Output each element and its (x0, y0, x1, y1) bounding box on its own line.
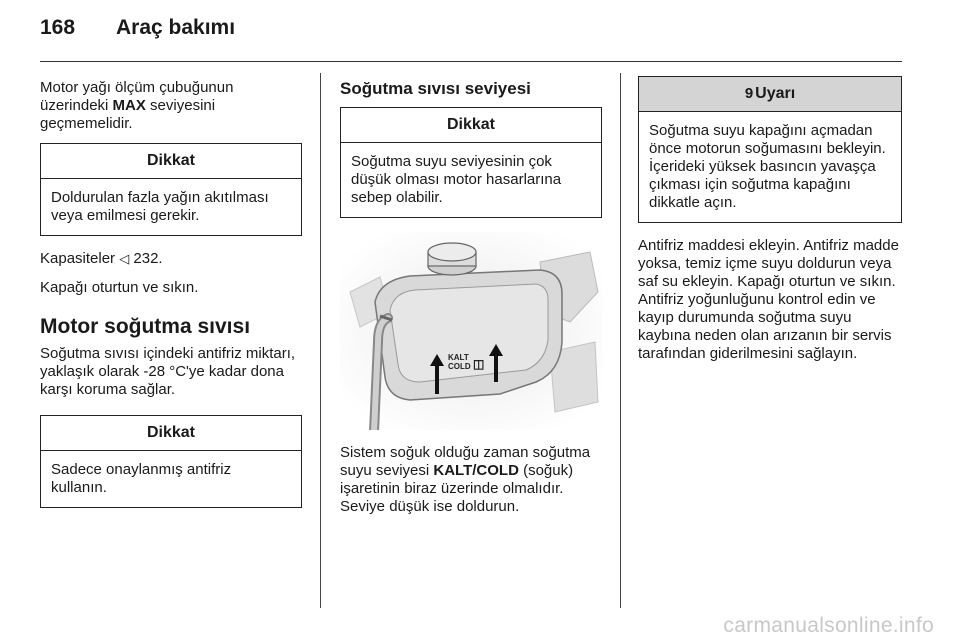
column-1 (40, 79, 302, 522)
notice-title: Dikkat (41, 416, 301, 451)
warning-box (638, 76, 902, 223)
oil-dipstick-text: Motor yağı ölçüm çubuğunun üzerindeki MAX seviyesini geçmemelidir. (40, 79, 234, 132)
column-divider-2 (620, 73, 621, 608)
column-3 (638, 76, 902, 373)
close-cap-text: Kapağı oturtun ve sıkın. (40, 279, 199, 296)
capacities-reference: Kapasiteler ◁ 232. (40, 250, 163, 267)
header-divider (40, 61, 902, 62)
section-text: Soğutma sıvısı içindeki antifriz miktarı, yaklaşık olarak -28 °C'ye kadar dona karşı koruma sağlar. (40, 345, 296, 398)
notice-box-coolant (340, 107, 602, 218)
figure-caption: Sistem soğuk olduğu zaman soğutma suyu seviyesi KALT/COLD (soğuk) işaretinin biraz üzerinde olmalıdır. Seviye düşük ise doldurun. (340, 444, 591, 515)
coolant-reservoir-illustration (340, 232, 602, 430)
column-divider-1 (320, 73, 321, 608)
cold-label: COLD (448, 362, 471, 371)
warning-text: Soğutma suyu kapağını açmadan önce motorun soğumasını bekleyin. İçerideki yüksek basıncın yavaşça çıkması için soğutma kapağını dikkatle açın. (649, 122, 886, 211)
warning-triangle-icon: 9 (744, 85, 754, 102)
notice-text: Sadece onaylanmış antifriz kullanın. (51, 461, 232, 496)
chapter-title: Araç bakımı (116, 16, 236, 39)
column-2 (340, 79, 602, 526)
notice-text: Soğutma suyu seviyesinin çok düşük olması motor hasarlarına sebep olabilir. (351, 153, 562, 206)
notice-text: Doldurulan fazla yağın akıtılması veya emilmesi gerekir. (51, 189, 269, 224)
max-label: MAX (112, 97, 146, 114)
reservoir-symbol: ◫ (473, 357, 485, 371)
page-number: 168 (40, 16, 76, 39)
notice-box-antifreeze (40, 415, 302, 508)
antifreeze-instructions: Antifriz maddesi ekleyin. Antifriz madde yoksa, temiz içme suyu doldurun veya saf su ekleyin. Kapağı oturtun ve sıkın. Antifriz yoğunluğunu kontrol edin ve kayıp durumunda soğutma suyu kaybına neden olan arızanın bir servis tarafından giderilmesini sağlayın. (638, 237, 899, 362)
warning-title: Uyarı (755, 85, 796, 102)
coolant-level-heading: Soğutma sıvısı seviyesi (340, 79, 531, 98)
section-title: Motor soğutma sıvısı (40, 315, 251, 338)
watermark: carmanualsonline.info (723, 614, 934, 637)
warning-header (639, 77, 901, 112)
kalt-cold-label: KALT/COLD (433, 462, 519, 479)
kalt-label: KALT (448, 353, 469, 362)
page-reference-icon: ◁ (119, 252, 130, 267)
notice-box-oil (40, 143, 302, 236)
notice-title: Dikkat (341, 108, 601, 143)
page-header (40, 16, 900, 52)
capacities-page-link[interactable]: 232. (133, 250, 163, 267)
notice-title: Dikkat (41, 144, 301, 179)
